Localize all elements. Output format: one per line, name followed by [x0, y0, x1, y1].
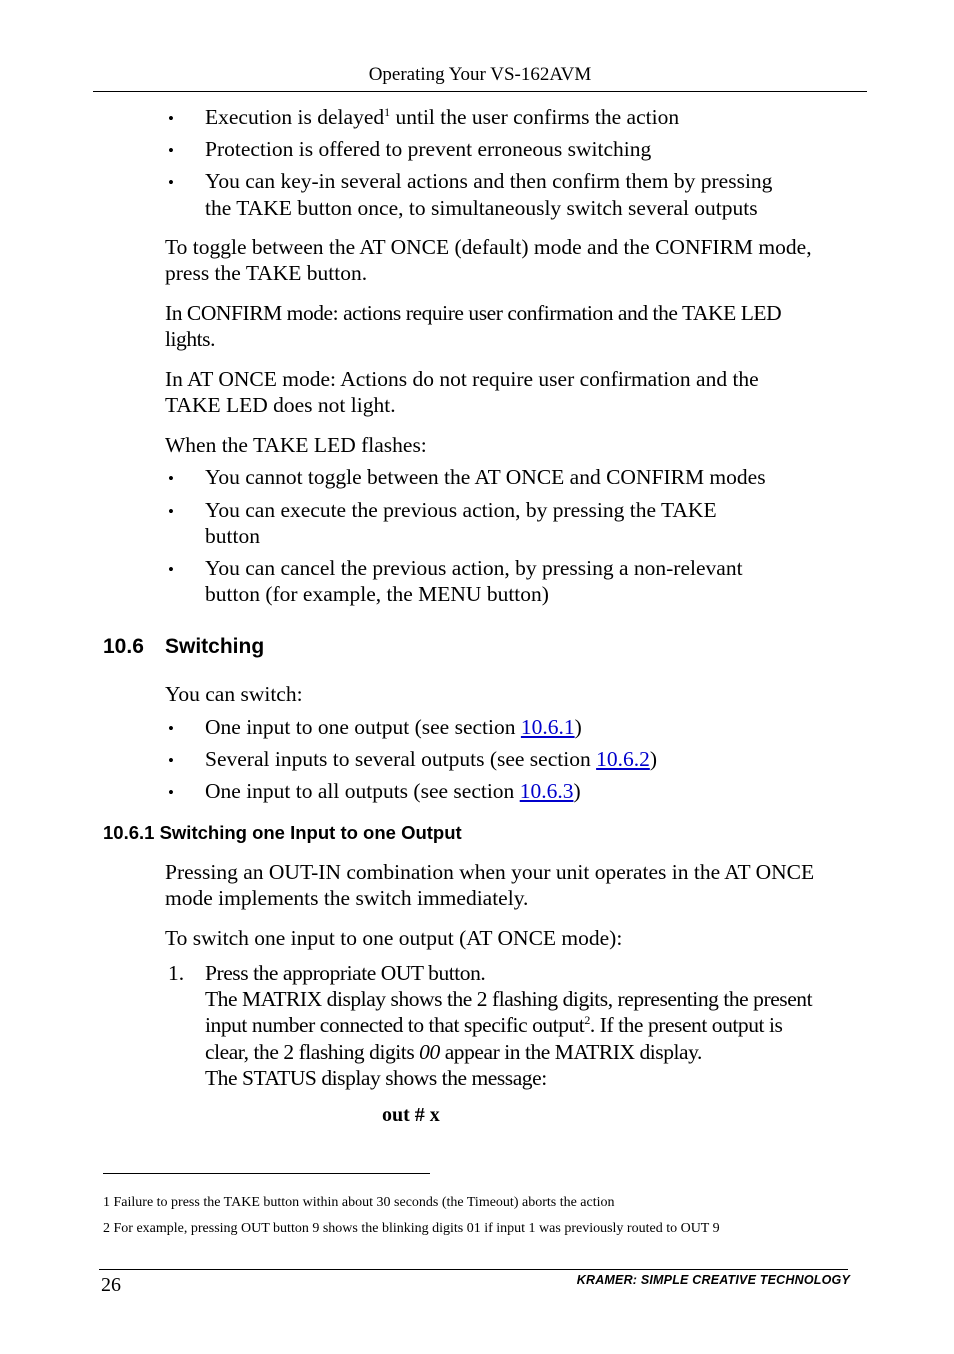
footnote-ref-1[interactable]: 1: [384, 104, 391, 119]
step-line: clear, the 2 flashing digits 00 appear in the MATRIX display.: [205, 1040, 702, 1064]
page-header-title: Operating Your VS-162AVM: [368, 64, 592, 85]
step-line: Press the appropriate OUT button.: [205, 961, 486, 985]
bullet-icon: •: [168, 560, 174, 579]
bullet-icon: •: [168, 141, 174, 160]
list-item-line: button: [205, 524, 260, 548]
bullet-icon: •: [168, 469, 174, 488]
link-section-10-6-1[interactable]: 10.6.1: [520, 715, 575, 739]
paragraph-to-switch: To switch one input to one output (AT ONCE mode):: [165, 926, 623, 950]
footnote-2: 2 For example, pressing OUT button 9 shows the blinking digits 01 if input 1 was previously routed to OUT 9: [103, 1221, 720, 1236]
link-section-10-6-2[interactable]: 10.6.2: [596, 747, 650, 771]
list-item-line: You can key-in several actions and then confirm them by pressing: [205, 169, 773, 193]
bullet-icon: •: [168, 751, 174, 770]
list-item: You cannot toggle between the AT ONCE and CONFIRM modes: [205, 465, 766, 489]
step-line: The STATUS display shows the message:: [205, 1066, 547, 1090]
paragraph-flashes: When the TAKE LED flashes:: [165, 433, 427, 457]
paragraph-confirm-line: In CONFIRM mode: actions require user confirmation and the TAKE LED: [165, 301, 782, 325]
page-number: 26: [101, 1274, 121, 1296]
bullet-icon: •: [168, 173, 174, 192]
paragraph-pressing-line: Pressing an OUT-IN combination when your unit operates in the AT ONCE: [165, 860, 815, 884]
paragraph-can-switch: You can switch:: [165, 682, 303, 706]
paragraph-toggle-line: press the TAKE button.: [165, 261, 368, 285]
footer-divider: [99, 1269, 848, 1270]
section-title: Switching: [165, 635, 265, 658]
status-message-code: out # x: [382, 1104, 440, 1126]
list-item-line: the TAKE button once, to simultaneously switch several outputs: [205, 196, 758, 220]
list-item: Several inputs to several outputs (see section 10.6.2): [205, 747, 658, 771]
list-item-line: You can cancel the previous action, by pressing a non-relevant: [205, 556, 743, 580]
step-line: The MATRIX display shows the 2 flashing digits, representing the present: [205, 987, 813, 1011]
bullet-icon: •: [168, 109, 174, 128]
paragraph-atonce-line: TAKE LED does not light.: [165, 393, 396, 417]
section-number: 10.6: [103, 635, 144, 658]
list-item: Execution is delayed$^1$ until the user confirms the action: [205, 104, 680, 129]
footnote-divider: [103, 1173, 430, 1174]
paragraph-confirm-line: lights.: [165, 327, 216, 351]
bullet-icon: •: [168, 783, 174, 802]
link-section-10-6-3[interactable]: 10.6.3: [519, 779, 574, 803]
subsection-heading: 10.6.1 Switching one Input to one Output: [103, 822, 462, 843]
list-item: Protection is offered to prevent erroneous switching: [205, 137, 652, 161]
bullet-icon: •: [168, 502, 174, 521]
step-number: 1.: [168, 961, 185, 985]
footer-brand: KRAMER: SIMPLE CREATIVE TECHNOLOGY: [576, 1273, 850, 1287]
header-divider: [93, 91, 867, 92]
footnote-1: 1 Failure to press the TAKE button within about 30 seconds (the Timeout) aborts the action: [103, 1195, 615, 1210]
list-item: One input to all outputs (see section 10.6.3): [205, 779, 581, 803]
list-item: One input to one output (see section 10.6.1): [205, 715, 582, 739]
list-item-line: button (for example, the MENU button): [205, 582, 549, 606]
list-item-line: You can execute the previous action, by pressing the TAKE: [205, 498, 717, 522]
step-line: input number connected to that specific output$^2$. If the present output is: [205, 1012, 783, 1037]
paragraph-atonce-line: In AT ONCE mode: Actions do not require user confirmation and the: [165, 367, 759, 391]
paragraph-toggle-line: To toggle between the AT ONCE (default) mode and the CONFIRM mode,: [165, 235, 812, 259]
footnote-ref-2[interactable]: 2: [584, 1012, 590, 1027]
paragraph-pressing-line: mode implements the switch immediately.: [165, 886, 529, 910]
section-heading: [103, 636, 264, 657]
bullet-icon: •: [168, 719, 174, 738]
